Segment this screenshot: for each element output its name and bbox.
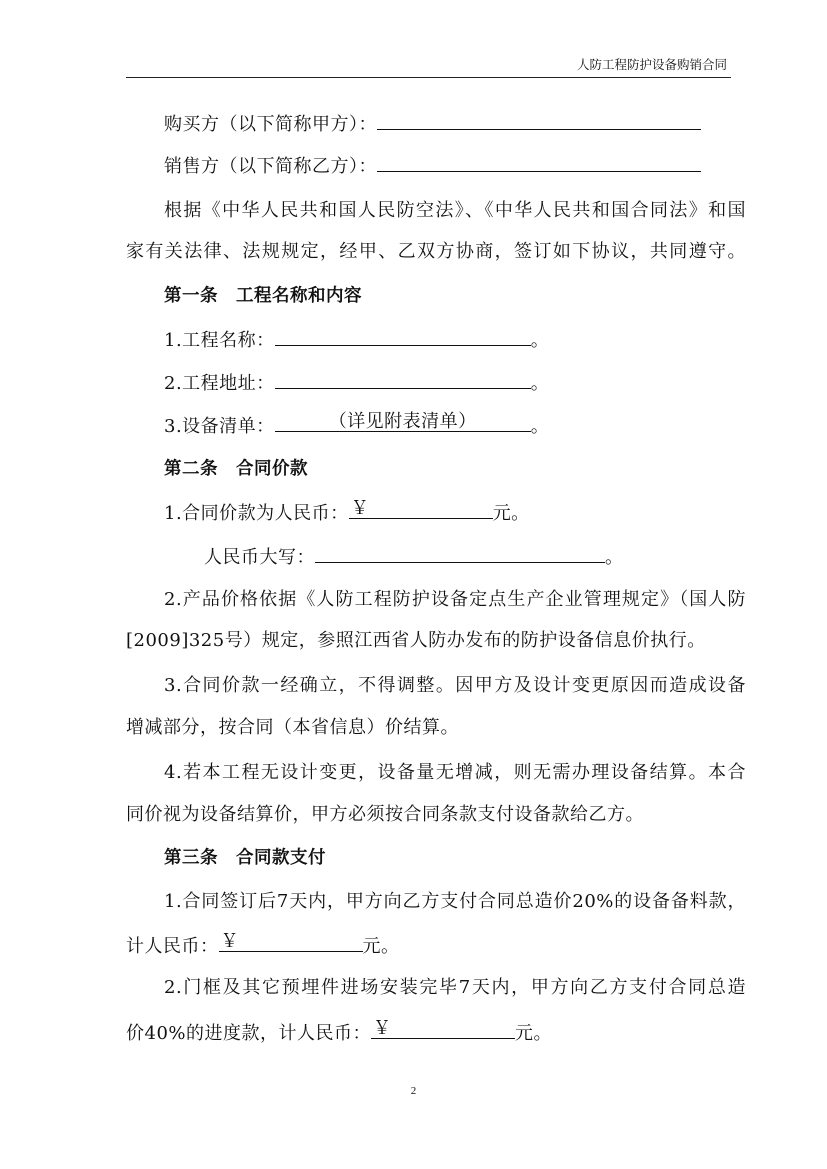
yen-sign: ￥ [373,1018,392,1039]
article3-item2-line1: 2.门框及其它预埋件进场安装完毕7天内，甲方向乙方支付合同总造 [164,977,746,998]
contract-price-line [164,500,530,526]
unit-label: 元。 [515,1023,553,1044]
project-name-line [164,327,549,353]
article1-title: 第一条 工程名称和内容 [164,286,362,306]
seller-line [164,153,701,179]
article2-item3-line2: 增减部分，按合同（本省信息）价结算。 [126,717,459,738]
article2-item4-line2: 同价视为设备结算价，甲方必须按合同条款支付设备款给乙方。 [126,804,644,825]
contract-price-label: 1.合同价款为人民币： [164,503,349,524]
capital-amount-line [204,544,624,570]
equipment-list-label: 3.设备清单： [164,416,275,437]
yen-sign: ￥ [350,498,370,519]
advance-payment-blank[interactable] [219,933,363,952]
intro-line-2: 家有关法律、法规规定，经甲、乙双方协商，签订如下协议，共同遵守。 [126,241,746,262]
article3-item1-line2 [126,933,400,959]
progress-payment-label: 价40%的进度款，计人民币： [126,1023,372,1044]
article3-item2-line2 [126,1020,552,1046]
end-mark: 。 [530,416,550,437]
header-title: 人防工程防护设备购销合同 [576,57,727,72]
article3-item1-line1: 1.合同签订后7天内，甲方向乙方支付合同总造价20%的设备备料款， [164,891,746,912]
article2-item4-line1: 4.若本工程无设计变更，设备量无增减，则无需办理设备结算。本合 [164,762,746,783]
header-rule [126,77,731,78]
page-number: 2 [410,1085,417,1097]
equipment-list-line [164,413,549,439]
buyer-line [164,111,701,137]
equipment-list-value: （详见附表清单） [328,411,477,432]
article2-title: 第二条 合同价款 [164,459,308,479]
amount-label: 计人民币： [126,936,219,957]
project-name-blank[interactable] [275,327,531,346]
end-mark: 。 [530,330,550,351]
unit-label: 元。 [362,936,400,957]
seller-blank[interactable] [377,153,701,172]
equipment-list-blank[interactable] [275,413,531,432]
intro-line-1: 根据《中华人民共和国人民防空法》、《中华人民共和国合同法》和国 [164,200,746,221]
buyer-blank[interactable] [377,111,701,130]
project-name-label: 1.工程名称： [164,330,275,351]
capital-amount-label: 人民币大写： [204,547,315,568]
project-address-label: 2.工程地址： [164,373,275,394]
end-mark: 。 [605,547,624,568]
capital-amount-blank[interactable] [315,544,605,563]
project-address-line [164,370,549,396]
article2-item2-line1: 2.产品价格依据《人防工程防护设备定点生产企业管理规定》（国人防 [164,589,746,610]
seller-label: 销售方（以下简称乙方）： [164,156,377,177]
article2-item3-line1: 3.合同价款一经确立，不得调整。因甲方及设计变更原因而造成设备 [164,675,746,696]
progress-payment-blank[interactable] [371,1020,515,1039]
contract-price-blank[interactable] [349,500,493,519]
end-mark: 。 [530,373,550,394]
article2-item2-line2: [2009]325号）规定，参照江西省人防办发布的防护设备信息价执行。 [126,630,706,651]
project-address-blank[interactable] [275,370,531,389]
buyer-label: 购买方（以下简称甲方）： [164,114,377,135]
article3-title: 第三条 合同款支付 [164,848,326,868]
yen-sign: ￥ [220,931,239,952]
unit-label: 元。 [492,503,530,524]
